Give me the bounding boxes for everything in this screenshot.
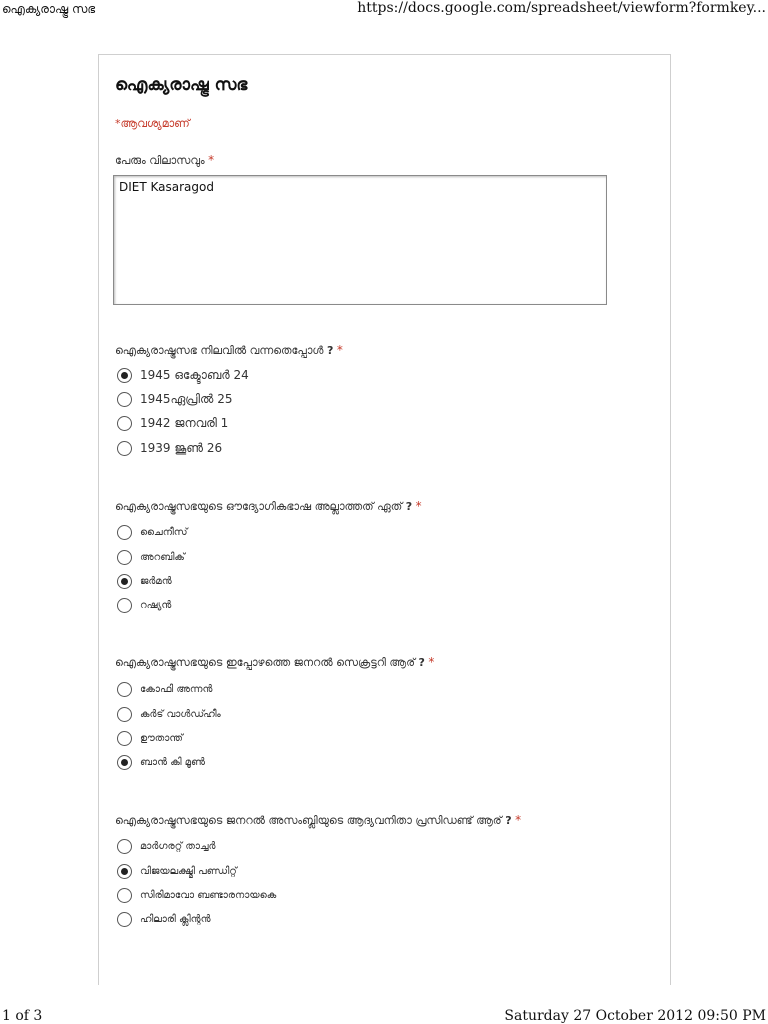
q4-option-2-label: വിജയലക്ഷ്മി പണ്ഡിറ്റ്: [140, 865, 237, 877]
print-footer-datetime: Saturday 27 October 2012 09:50 PM: [504, 1008, 766, 1024]
radio-icon[interactable]: [117, 731, 132, 746]
q4-option-2[interactable]: [117, 862, 237, 880]
q1-option-1[interactable]: [117, 366, 249, 384]
q1-option-3-label: 1942 ജനവരി 1: [140, 415, 229, 430]
required-star: *: [208, 153, 215, 167]
radio-icon[interactable]: [117, 912, 132, 927]
question-3-text: ഐക്യരാഷ്ട്രസഭയുടെ ഇപ്പോഴത്തെ ജനറൽ സെക്രട്ടറി ആര്: [115, 656, 416, 669]
q1-option-4[interactable]: [117, 439, 222, 457]
q1-option-4-label: 1939 ജൂൺ 26: [140, 440, 223, 455]
radio-icon[interactable]: [117, 839, 132, 854]
radio-icon[interactable]: [117, 707, 132, 722]
question-1-text: ഐക്യരാഷ്ട്രസഭ നിലവിൽ വന്നതെപ്പോൾ: [115, 344, 324, 357]
q1-option-1-label: 1945 ഒക്ടോബർ 24: [140, 367, 249, 382]
question-3-label: [115, 655, 434, 670]
question-1-label: [115, 343, 343, 358]
q4-option-3[interactable]: [117, 886, 276, 904]
required-star: *: [415, 499, 422, 513]
q2-option-1[interactable]: [117, 523, 187, 541]
q2-option-4[interactable]: [117, 596, 171, 614]
radio-icon[interactable]: [117, 888, 132, 903]
q3-option-4-label: ബാൻ കി മൂൺ: [140, 756, 205, 768]
q2-option-2-label: അറബിക്: [140, 551, 185, 563]
q4-option-4[interactable]: [117, 910, 211, 928]
q1-option-3[interactable]: [117, 414, 228, 432]
radio-selected-icon[interactable]: [117, 574, 132, 589]
name-address-textarea[interactable]: DIET Kasaragod: [113, 175, 607, 305]
q1-option-2[interactable]: [117, 390, 232, 408]
required-star: *: [428, 655, 435, 669]
q1-option-2-label: 1945ഏപ്രിൽ 25: [140, 391, 233, 406]
radio-icon[interactable]: [117, 392, 132, 407]
question-4-label: [115, 813, 521, 828]
radio-icon[interactable]: [117, 416, 132, 431]
radio-icon[interactable]: [117, 441, 132, 456]
q3-option-2[interactable]: [117, 705, 221, 723]
question-4-text: ഐക്യരാഷ്ട്രസഭയുടെ ജനറൽ അസംബ്ലിയുടെ ആദ്യവനിതാ പ്രസിഡണ്ട് ആര്: [115, 814, 502, 827]
radio-icon[interactable]: [117, 682, 132, 697]
radio-icon[interactable]: [117, 525, 132, 540]
q2-option-4-label: റഷ്യൻ: [140, 599, 172, 611]
print-footer-page-count: 1 of 3: [2, 1008, 43, 1024]
q2-option-1-label: ചൈനീസ്: [140, 526, 188, 538]
question-mark: ?: [326, 344, 334, 357]
required-note: *ആവശ്യമാണ്: [115, 117, 190, 130]
q3-option-1[interactable]: [117, 680, 212, 698]
question-2-text: ഐക്യരാഷ്ട്രസഭയുടെ ഔദ്യോഗികഭാഷ അല്ലാത്തത് ഏത്: [115, 500, 403, 513]
q3-option-2-label: കർട് വാൾഡ്ഹീം: [140, 708, 221, 720]
radio-icon[interactable]: [117, 598, 132, 613]
form-title: ഐക്യരാഷ്ട്ര സഭ: [115, 75, 248, 95]
q4-option-1[interactable]: [117, 837, 216, 855]
q3-option-1-label: കോഫി അന്നൻ: [140, 683, 213, 695]
question-2-label: [115, 499, 422, 514]
radio-selected-icon[interactable]: [117, 755, 132, 770]
required-star: *: [515, 813, 522, 827]
print-header-title: ഐക്യരാഷ്ട്ര സഭ: [2, 2, 96, 16]
name-address-label: [115, 153, 214, 168]
question-mark: ?: [405, 500, 413, 513]
q4-option-4-label: ഹിലാരി ക്ലിന്റൻ: [140, 913, 211, 925]
q3-option-4[interactable]: [117, 753, 205, 771]
q2-option-2[interactable]: [117, 548, 185, 566]
q4-option-3-label: സിരിമാവോ ബണ്ടാരനായകെ: [140, 889, 277, 901]
form-card: [98, 54, 671, 985]
q4-option-1-label: മാർഗരറ്റ് താച്ചർ: [140, 840, 216, 852]
radio-selected-icon[interactable]: [117, 368, 132, 383]
q3-option-3-label: ഊതാന്ത്: [140, 732, 183, 744]
radio-selected-icon[interactable]: [117, 864, 132, 879]
required-star: *: [336, 343, 343, 357]
print-header-url: https://docs.google.com/spreadsheet/viewform?formkey...: [357, 0, 766, 16]
radio-icon[interactable]: [117, 550, 132, 565]
question-mark: ?: [418, 656, 425, 669]
question-mark: ?: [505, 814, 512, 827]
name-address-label-text: പേരും വിലാസവും: [115, 154, 205, 167]
q3-option-3[interactable]: [117, 729, 183, 747]
q2-option-3[interactable]: [117, 572, 172, 590]
q2-option-3-label: ജർമൻ: [140, 575, 172, 587]
